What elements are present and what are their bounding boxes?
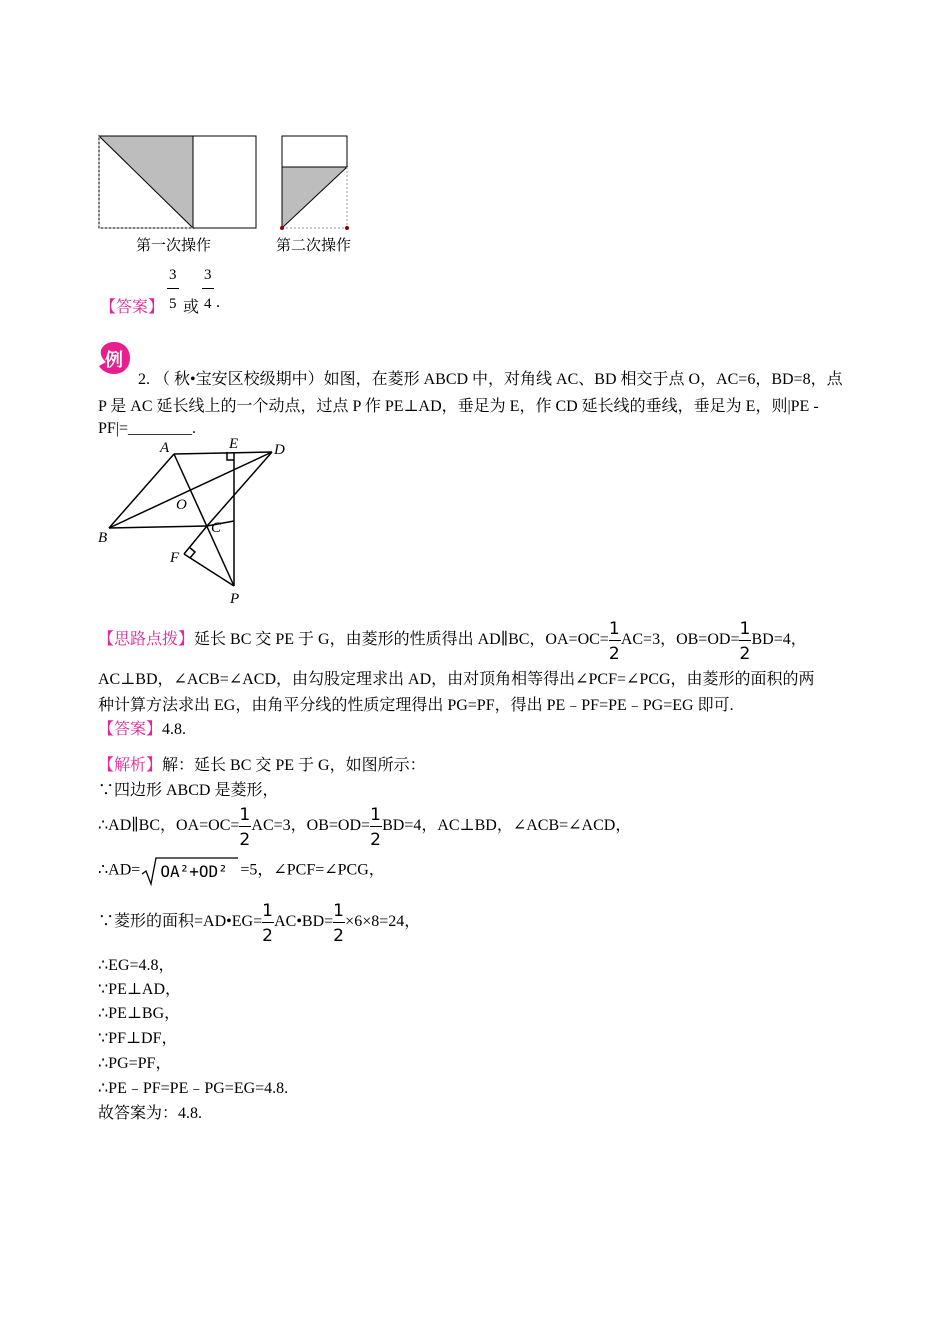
square-root bbox=[140, 856, 240, 886]
segment-cf bbox=[184, 526, 207, 554]
solution-step-5: ∴EG=4.8， bbox=[98, 957, 175, 974]
segment-ad bbox=[174, 452, 272, 454]
label-f: F bbox=[170, 550, 180, 566]
hint-line-1: 【思路点拨】延长 BC 交 PE 于 G，由菱形的性质得出 AD∥BC，OA=OC= $\frac{1}{2}$ AC=3，OB=OD= $\frac{1}{2}$ BD=4， bbox=[98, 618, 807, 664]
answer-label: 【答案】 bbox=[100, 299, 165, 316]
fraction-denominator: 5 bbox=[169, 296, 177, 312]
fraction-numerator: 3 bbox=[169, 267, 177, 283]
fraction-half: $\frac{1}{2}$ bbox=[370, 804, 381, 850]
fraction-half: $\frac{1}{2}$ bbox=[333, 900, 344, 946]
answer-value: 4.8. bbox=[162, 721, 187, 738]
answer-2 bbox=[98, 716, 186, 739]
question-line-2: P 是 AC 延长线上的一个动点，过点 P 作 PE⊥AD，垂足为 E，作 CD 延长线的垂线，垂足为 E，则|PE - bbox=[98, 398, 819, 415]
fraction-half: $\frac{1}{2}$ bbox=[608, 618, 620, 664]
solution-step-7: ∴PE⊥BG， bbox=[98, 1005, 181, 1022]
question-line-1: 2. （ 秋•宝安区校级期中）如图，在菱形 ABCD 中，对角线 AC、BD 相交于点 O，AC=6，BD=8，点 bbox=[138, 371, 843, 388]
label-o: O bbox=[176, 497, 187, 513]
fraction-bar bbox=[167, 288, 179, 289]
solution-label: 【解析】 bbox=[98, 757, 163, 774]
solution-intro: 【解析】解：延长 BC 交 PE 于 G，如图所示： bbox=[98, 757, 426, 774]
fraction-half: $\frac{1}{2}$ bbox=[239, 804, 251, 850]
or-text: 或 bbox=[183, 299, 200, 316]
label-b: B bbox=[98, 530, 108, 546]
radicand: OA²+OD² bbox=[160, 862, 228, 881]
segment-cd bbox=[207, 452, 272, 526]
folding-figure bbox=[98, 135, 360, 235]
solution-step-9: ∴PG=PF， bbox=[98, 1055, 172, 1072]
solution-step-8: ∵PF⊥DF， bbox=[98, 1030, 178, 1047]
solution-step-4: ∵菱形的面积=AD•EG= $\frac{1}{2}$ AC•BD= $\frac{1}{2}$ ×6×8=24， bbox=[98, 900, 421, 946]
solution-step-10: ∴PE﹣PF=PE﹣PG=EG=4.8. bbox=[98, 1080, 289, 1097]
caption-second-operation: 第二次操作 bbox=[276, 238, 352, 254]
hint-line-3: 种计算方法求出 EG，由角平分线的性质定理得出 PG=PF，得出 PE﹣PF=PE﹣PG=EG 即可. bbox=[98, 697, 734, 714]
rhombus-diagram bbox=[96, 434, 296, 606]
solution-step-3: ∴AD= OA²+OD² =5，∠PCF=∠PCG， bbox=[98, 856, 385, 886]
solution-step-2: ∴AD∥BC，OA=OC= $\frac{1}{2}$ AC=3，OB=OD= $\frac{1}{2}$ BD=4，AC⊥BD，∠ACB=∠ACD， bbox=[98, 804, 632, 850]
segment-bc bbox=[109, 526, 207, 528]
example-badge-text: 例 bbox=[105, 350, 123, 371]
fraction-half: $\frac{1}{2}$ bbox=[739, 618, 751, 664]
solution-step-6: ∵PE⊥AD， bbox=[98, 981, 182, 998]
label-c: C bbox=[211, 520, 222, 536]
answer-end: . bbox=[216, 294, 220, 311]
hint-label: 【思路点拨】 bbox=[98, 631, 195, 648]
hint-line-2: AC⊥BD，∠ACB=∠ACD，由勾股定理求出 AD，由对顶角相等得出∠PCF=∠PCG，由菱形的面积的两 bbox=[98, 671, 815, 688]
solution-step-11: 故答案为：4.8. bbox=[98, 1105, 203, 1122]
example-badge bbox=[96, 340, 132, 376]
fraction-half: $\frac{1}{2}$ bbox=[262, 900, 273, 946]
segment-ab bbox=[109, 454, 174, 528]
caption-first-operation: 第一次操作 bbox=[136, 238, 212, 254]
label-p: P bbox=[230, 591, 240, 606]
fraction-bar bbox=[202, 288, 214, 289]
fraction-numerator: 3 bbox=[204, 267, 212, 283]
label-a: A bbox=[160, 440, 170, 456]
right-angle-f bbox=[189, 547, 195, 558]
answer-label: 【答案】 bbox=[98, 721, 163, 738]
fraction-denominator: 4 bbox=[204, 296, 212, 312]
solution-step-1: ∵四边形 ABCD 是菱形， bbox=[98, 782, 279, 799]
label-e: E bbox=[229, 436, 239, 452]
label-d: D bbox=[274, 442, 285, 458]
question-line-3: PF|=________. bbox=[98, 420, 197, 437]
